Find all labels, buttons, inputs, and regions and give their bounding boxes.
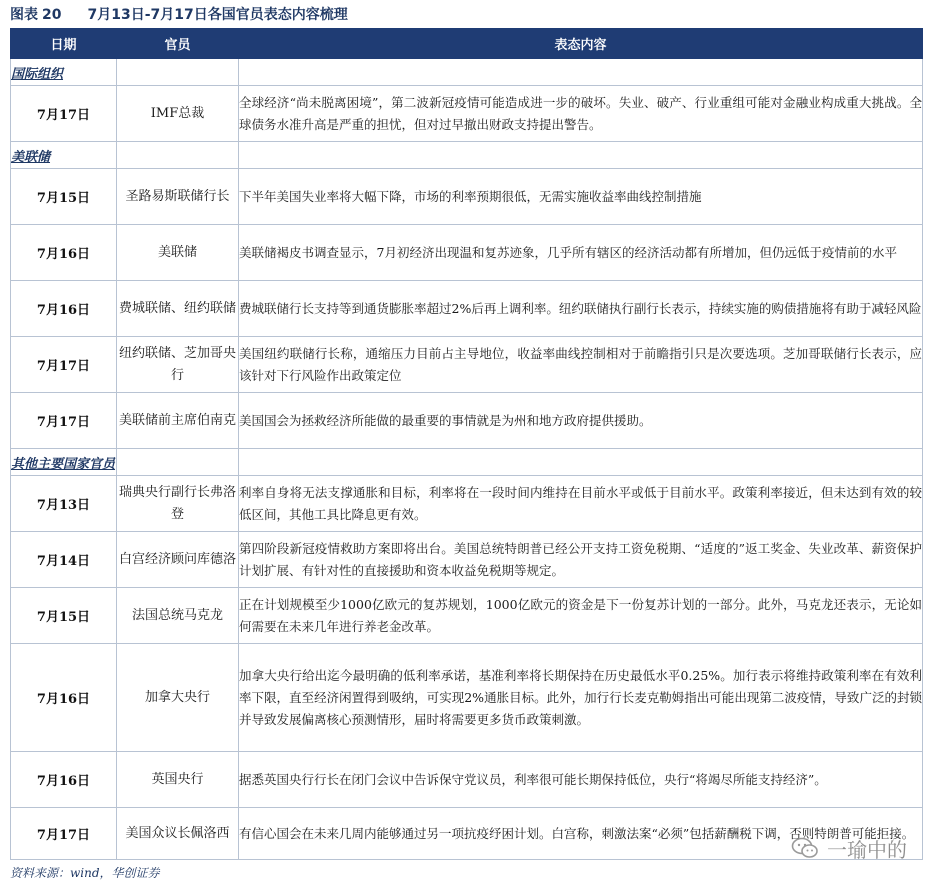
table-row [11, 393, 923, 449]
date-cell: 7月16日 [11, 644, 117, 752]
date-cell: 7月15日 [11, 169, 117, 225]
content-cell: 有信心国会在未来几周内能够通过另一项抗疫纾困计划。白宫称，刺激法案“必须”包括薪酬税下调，否则特朗普可能拒接。 [239, 808, 923, 860]
content-cell: 美联储褐皮书调查显示，7月初经济出现温和复苏迹象，几乎所有辖区的经济活动都有所增加，但仍远低于疫情前的水平 [239, 225, 923, 281]
table-row [11, 808, 923, 860]
column-header-official: 官员 [117, 29, 239, 59]
date-cell: 7月17日 [11, 393, 117, 449]
section-row [11, 449, 923, 476]
source-note: 资料来源：wind，华创证券 [10, 866, 160, 880]
table-row [11, 225, 923, 281]
content-cell: 第四阶段新冠疫情救助方案即将出台。美国总统特朗普已经公开支持工资免税期、“适度的”返工奖金、失业改革、薪资保护计划扩展、有针对性的直接援助和资本收益免税期等规定。 [239, 532, 923, 588]
official-cell: 美联储 [117, 225, 239, 281]
date-cell: 7月17日 [11, 337, 117, 393]
content-cell: 美国国会为拯救经济所能做的最重要的事情就是为州和地方政府提供援助。 [239, 393, 923, 449]
official-cell: IMF总裁 [117, 86, 239, 142]
table-row [11, 644, 923, 752]
date-cell: 7月14日 [11, 532, 117, 588]
figure-label: 图表 [10, 7, 38, 23]
official-cell: 圣路易斯联储行长 [117, 169, 239, 225]
official-cell: 美联储前主席伯南克 [117, 393, 239, 449]
table-row [11, 532, 923, 588]
official-cell: 美国众议长佩洛西 [117, 808, 239, 860]
section-row [11, 59, 923, 86]
content-cell: 美国纽约联储行长称，通缩压力目前占主导地位，收益率曲线控制相对于前瞻指引只是次要选项。芝加哥联储行长表示，应该针对下行风险作出政策定位 [239, 337, 923, 393]
content-cell: 下半年美国失业率将大幅下降，市场的利率预期很低，无需实施收益率曲线控制措施 [239, 169, 923, 225]
official-cell: 瑞典央行副行长弗洛登 [117, 476, 239, 532]
official-cell: 英国央行 [117, 752, 239, 808]
column-header-date: 日期 [11, 29, 117, 59]
figure-title-text: 7月13日-7月17日各国官员表态内容梳理 [87, 7, 348, 23]
official-cell: 白宫经济顾问库德洛 [117, 532, 239, 588]
statements-table [10, 28, 923, 860]
table-row [11, 752, 923, 808]
official-cell: 费城联储、纽约联储 [117, 281, 239, 337]
section-label: 美联储 [11, 142, 117, 169]
watermark-text: 一瑜中的 [827, 837, 907, 862]
table-row [11, 86, 923, 142]
table-row [11, 588, 923, 644]
date-cell: 7月16日 [11, 281, 117, 337]
column-header-content: 表态内容 [239, 29, 923, 59]
figure-number: 20 [42, 7, 62, 23]
watermark [791, 832, 907, 864]
section-label: 其他主要国家官员 [11, 449, 117, 476]
table-row [11, 476, 923, 532]
table-row [11, 281, 923, 337]
date-cell: 7月15日 [11, 588, 117, 644]
section-label: 国际组织 [11, 59, 117, 86]
section-row [11, 142, 923, 169]
date-cell: 7月16日 [11, 752, 117, 808]
figure-title [10, 3, 348, 27]
date-cell: 7月17日 [11, 808, 117, 860]
content-cell: 正在计划规模至少1000亿欧元的复苏规划，1000亿欧元的资金是下一份复苏计划的一部分。此外，马克龙还表示，无论如何需要在未来几年进行养老金改革。 [239, 588, 923, 644]
content-cell: 加拿大央行给出迄今最明确的低利率承诺，基准利率将长期保持在历史最低水平0.25%。加行表示将维持政策利率在有效利率下限，直至经济闲置得到吸纳，可实现2%通胀目标。此外，加行行长麦克勒姆指出可能出现第二波疫情，导致广泛的封锁并导致发展偏离核心预测情形，届时将需要更多货币政策刺激。 [239, 644, 923, 752]
date-cell: 7月16日 [11, 225, 117, 281]
content-cell: 利率自身将无法支撑通胀和目标，利率将在一段时间内维持在目前水平或低于目前水平。政策利率接近，但未达到有效的较低区间，其他工具比降息更有效。 [239, 476, 923, 532]
date-cell: 7月17日 [11, 86, 117, 142]
content-cell: 费城联储行长支持等到通货膨胀率超过2%后再上调利率。纽约联储执行副行长表示，持续实施的购债措施将有助于减轻风险 [239, 281, 923, 337]
content-cell: 据悉英国央行行长在闭门会议中告诉保守党议员，利率很可能长期保持低位，央行“将竭尽所能支持经济”。 [239, 752, 923, 808]
date-cell: 7月13日 [11, 476, 117, 532]
table-row [11, 169, 923, 225]
official-cell: 纽约联储、芝加哥央行 [117, 337, 239, 393]
content-cell: 全球经济“尚未脱离困境”，第二波新冠疫情可能造成进一步的破坏。失业、破产、行业重组可能对金融业构成重大挑战。全球债务水准升高是严重的担忧，但对过早撤出财政支持提出警告。 [239, 86, 923, 142]
wechat-icon [791, 836, 819, 860]
table-header-row [11, 29, 923, 59]
table-row [11, 337, 923, 393]
official-cell: 法国总统马克龙 [117, 588, 239, 644]
official-cell: 加拿大央行 [117, 644, 239, 752]
